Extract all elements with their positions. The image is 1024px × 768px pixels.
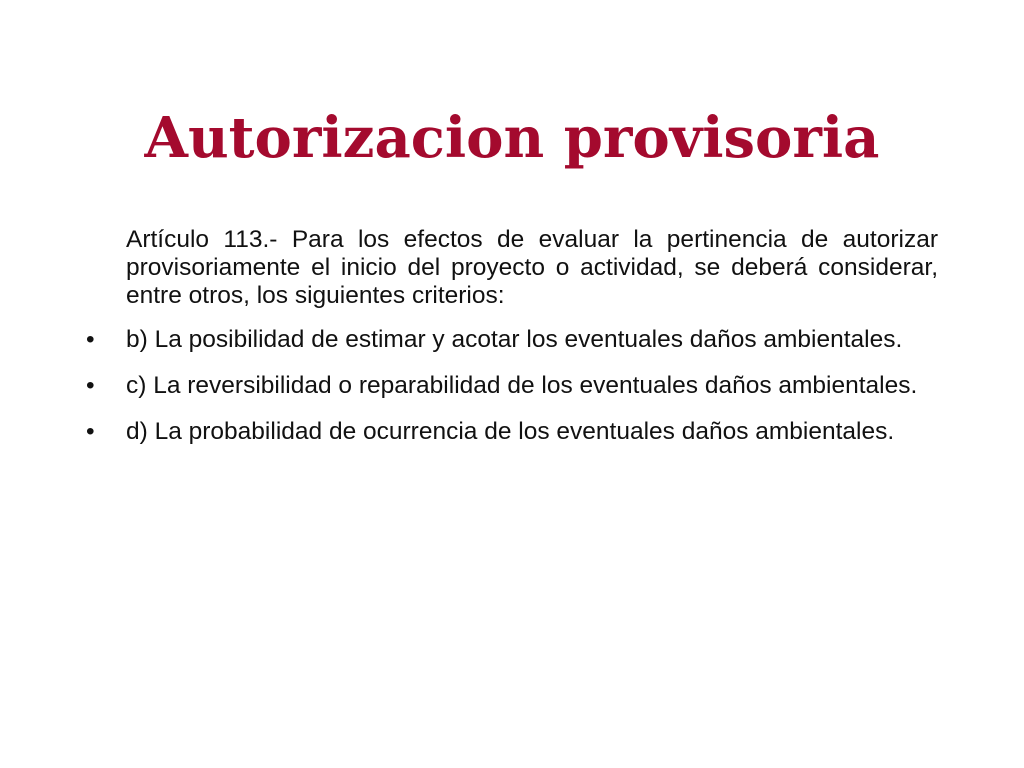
list-item [86,372,938,400]
article-intro: Artículo 113.- Para los efectos de evaluar la pertinencia de autorizar provisoriamente el inicio del proyecto o actividad, se deberá considerar, entre otros, los siguientes criterios: [126,226,938,309]
bullet-icon: • [86,372,95,399]
bullet-icon: • [86,326,95,353]
criterion-text: d) La probabilidad de ocurrencia de los eventuales daños ambientales. [126,418,895,445]
slide-body [86,226,938,464]
slide-title: Autorizacion provisoria [144,105,880,171]
list-item [86,418,938,446]
criterion-text: b) La posibilidad de estimar y acotar los eventuales daños ambientales. [126,326,903,353]
criterion-text: c) La reversibilidad o reparabilidad de los eventuales daños ambientales. [126,372,918,399]
list-item [86,326,938,354]
criteria-list [86,326,938,446]
bullet-icon: • [86,418,95,445]
